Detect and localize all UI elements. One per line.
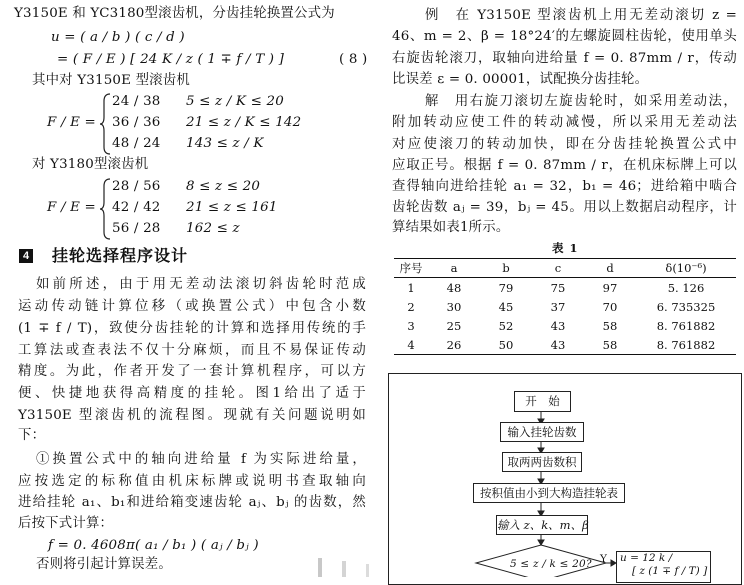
cell-a: 48: [446, 280, 462, 295]
cell-b: 52: [498, 318, 514, 333]
results-table: [394, 258, 736, 355]
error-note: 否则将引起计算误差。: [36, 557, 172, 572]
y3180-intro: 对 Y3180型滚齿机: [32, 157, 149, 172]
cell-index: 2: [407, 299, 415, 314]
solution-line-7: 算结果如表1所示。: [392, 220, 510, 235]
para1-line-3: (1 ∓ f / T)，致使分齿挂轮的计算和选择用传统的手: [18, 321, 366, 336]
y3150-intro: 其中对 Y3150E 型滚齿机: [32, 73, 190, 88]
y3180-case-2-cond: 21 ≤ z ≤ 161: [186, 200, 278, 215]
para2-line-3: 进给挂轮 a₁、b₁和进给箱变速齿轮 aⱼ、bⱼ 的齿数，然: [18, 495, 366, 510]
para1-line-4: 工算法或查表法不仅十分麻烦，而且不易保证传动: [18, 343, 366, 358]
y3180-case-1-ratio: 28 / 56: [112, 179, 161, 194]
para2-line-2: 应按选定的标称值由机床标牌或说明书查取轴向: [18, 474, 366, 489]
cell-a: 30: [446, 299, 462, 314]
cell-d: 58: [584, 335, 636, 355]
equation-u: u = ( a / b ) ( c / d ): [51, 30, 185, 45]
flow-start: 开 始: [514, 391, 571, 412]
flow-result-line-1: u = 12 k /: [620, 552, 673, 564]
header-d: d: [584, 259, 636, 278]
cell-delta: 6. 735325: [656, 299, 716, 314]
equation-u-expanded: = ( F / E ) [ 24 K / z ( 1 ∓ f / T ) ]: [57, 52, 285, 67]
table-caption: 表 1: [552, 241, 579, 255]
fe-label-y3150: F / E =: [47, 115, 96, 130]
equation-f: f = 0. 4608π( a₁ / b₁ ) ( aⱼ / bⱼ ): [48, 538, 259, 553]
cell-index: 1: [407, 280, 415, 295]
table-row: [394, 278, 736, 298]
para1-line-6: 便、快捷地获得高精度的挂轮。图1给出了适于: [18, 386, 366, 401]
solution-line-4: 应取正号。根据 f = 0. 87mm / r，在机床标牌上可以: [392, 158, 737, 173]
cell-d: 70: [602, 299, 618, 314]
solution-line-3: 对应使滚刀的转动加快，即在分齿挂轮换置公式中: [392, 137, 737, 152]
y3150-case-1-cond: 5 ≤ z / K ≤ 20: [186, 94, 284, 109]
flow-decision-label: 5 ≤ z / k ≤ 20?: [510, 558, 592, 570]
brace-y3180: [100, 178, 112, 240]
table-row: [394, 297, 736, 316]
flow-input-gears: 输入挂轮齿数: [500, 422, 584, 442]
cell-index: 4: [394, 335, 428, 355]
solution-line-1: 解 用右旋刀滚切左旋齿轮时，如采用差动法，: [425, 94, 737, 109]
cell-c: 43: [550, 318, 566, 333]
cell-c: 43: [532, 335, 584, 355]
header-a: a: [428, 259, 480, 278]
cell-index: 3: [407, 318, 415, 333]
y3150-case-2-ratio: 36 / 36: [112, 115, 161, 130]
solution-line-2: 附加转动应使工件的转动减慢，所以采用无差动法: [392, 115, 737, 130]
cell-a: 26: [428, 335, 480, 355]
cell-delta: 8. 761882: [636, 335, 736, 355]
cell-c: 37: [550, 299, 566, 314]
cell-b: 45: [498, 299, 514, 314]
scan-artifact-marks: [300, 556, 390, 577]
header-delta: δ(10⁻⁶): [636, 259, 736, 278]
cell-b: 50: [480, 335, 532, 355]
para1-line-2: 运动传动链计算位移（或换置公式）中包含小数: [18, 299, 366, 314]
y3180-case-2-ratio: 42 / 42: [112, 200, 161, 215]
header-b: b: [480, 259, 532, 278]
cell-a: 25: [446, 318, 462, 333]
y3180-case-1-cond: 8 ≤ z ≤ 20: [186, 179, 261, 194]
example-line-4: 比误差 ε = 0. 00001，试配换分齿挂轮。: [392, 72, 649, 87]
y3180-case-3-cond: 162 ≤ z: [186, 221, 240, 236]
flow-yes-label: Y: [600, 553, 608, 565]
cell-d: 97: [602, 280, 618, 295]
section-title: 挂轮选择程序设计: [52, 246, 189, 265]
table-header-row: [394, 259, 736, 278]
para2-line-4: 后按下式计算：: [18, 516, 114, 531]
flow-take-products: 取两两齿数积: [502, 452, 582, 472]
y3150-case-1-ratio: 24 / 38: [112, 94, 161, 109]
formula-intro: Y3150E 和 YC3180型滚齿机，分齿挂轮换置公式为: [14, 6, 335, 21]
example-line-3: 右旋齿轮滚刀，取轴向进给量 f = 0. 87mm / r，传动: [392, 51, 737, 66]
cell-delta: 8. 761882: [656, 318, 716, 333]
brace-y3150: [100, 93, 112, 155]
y3150-case-3-cond: 143 ≤ z / K: [186, 136, 264, 151]
y3150-case-3-ratio: 48 / 24: [112, 136, 161, 151]
header-index: 序号: [394, 259, 428, 278]
solution-line-5: 查得轴向进给挂轮 a₁ = 32，b₁ = 46；进给箱中啮合: [392, 179, 737, 194]
flow-build-table: 按积值由小到大构造挂轮表: [473, 483, 625, 503]
equation-number: ( 8 ): [339, 52, 368, 67]
y3150-case-2-cond: 21 ≤ z / K ≤ 142: [186, 115, 302, 130]
example-line-1: 例 在 Y3150E 型滚齿机上用无差动滚切 z =: [425, 8, 737, 23]
header-c: c: [532, 259, 584, 278]
section-number: 4: [19, 249, 33, 263]
para1-line-5: 精度。为此，作者开发了一套计算机程序，可以方: [18, 364, 366, 379]
y3180-case-3-ratio: 56 / 28: [112, 221, 161, 236]
fe-label-y3180: F / E =: [47, 200, 96, 215]
cell-c: 75: [550, 280, 566, 295]
para1-line-7: Y3150E 型滚齿机的流程图。现就有关问题说明如: [18, 408, 366, 423]
para1-line-1: 如前所述，由于用无差动法滚切斜齿轮时范成: [36, 277, 366, 292]
flow-input-params: 输入 z、k、m、β: [496, 515, 588, 535]
flow-result-line-2: [ z (1 ∓ f / T) ]: [632, 565, 708, 577]
cell-b: 79: [498, 280, 514, 295]
para2-line-1: ①换置公式中的轴向进给量 f 为实际进给量，: [36, 452, 366, 467]
solution-line-6: 齿轮齿数 aⱼ = 39，bⱼ = 45。用以上数据启动程序，计: [392, 200, 737, 215]
cell-d: 58: [602, 318, 618, 333]
example-line-2: 46、m = 2、β = 18°24′的左螺旋圆柱齿轮，使用单头: [392, 29, 737, 44]
para1-line-8: 下：: [18, 428, 46, 443]
flow-result-box: [616, 551, 711, 583]
table-row: [394, 316, 736, 335]
table-row: [394, 335, 736, 355]
cell-delta: 5. 126: [667, 280, 705, 295]
